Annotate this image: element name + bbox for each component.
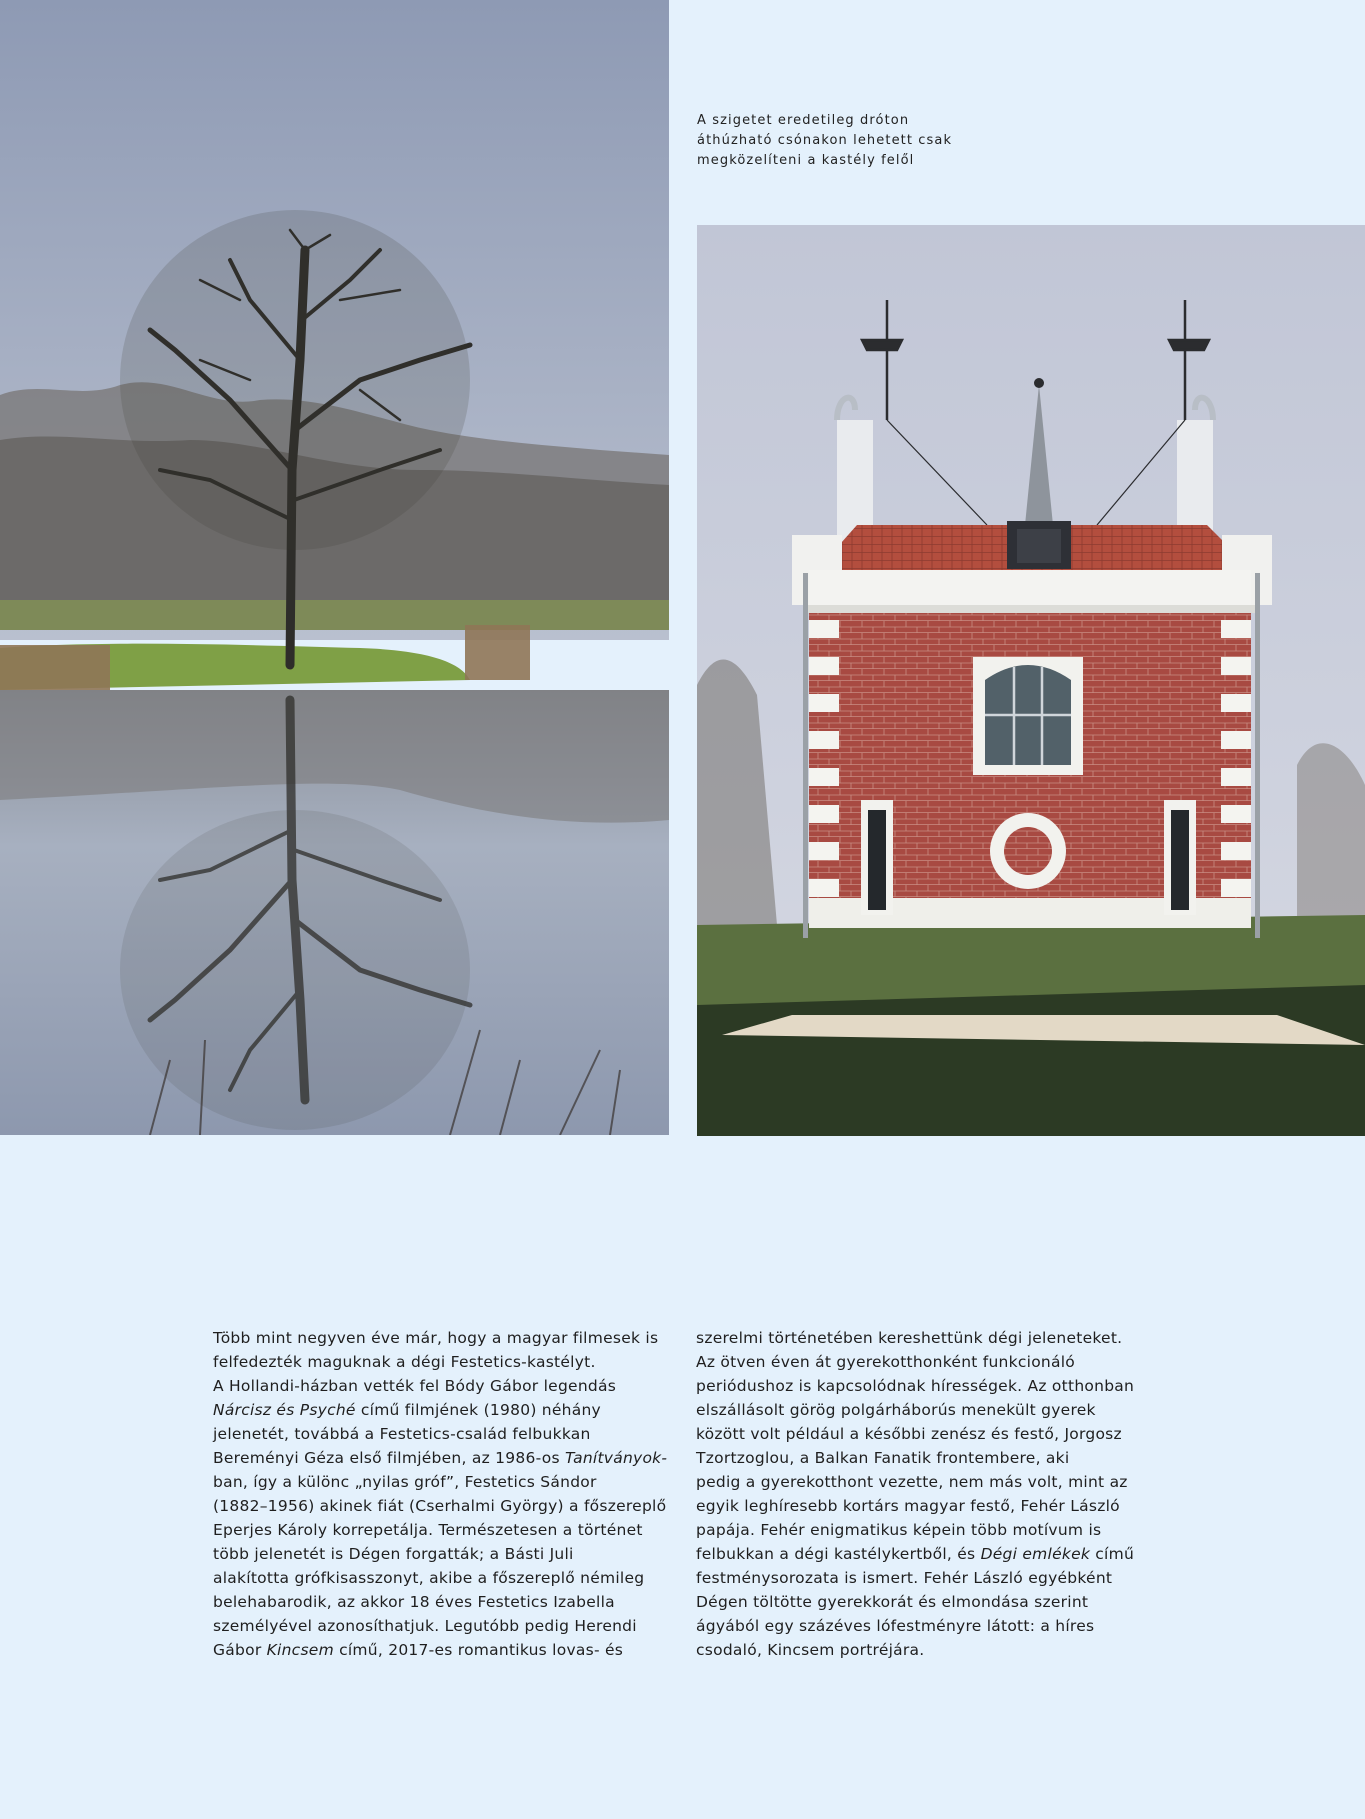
paragraph-line: alakította grófkisasszonyt, akibe a főszereplő némileg	[213, 1569, 645, 1587]
paragraph-line: belehabarodik, az akkor 18 éves Festetics Izabella	[213, 1593, 615, 1611]
paragraph-line: festménysorozata is ismert. Fehér László egyébként	[696, 1569, 1113, 1587]
film-title-italic: Tanítványok-	[564, 1449, 668, 1467]
paragraph-line: csodaló, Kincsem portréjára.	[696, 1641, 925, 1659]
paragraph-line: személyével azonosíthatjuk. Legutóbb pedig Herendi	[213, 1617, 637, 1635]
paragraph-line: elszállásolt görög polgárháborús menekült gyerek	[696, 1401, 1096, 1419]
paragraph-line: Az ötven éven át gyerekotthonként funkcionáló	[696, 1353, 1076, 1371]
lake-tree-reflection-photo	[0, 0, 669, 1135]
paragraph-line: papája. Fehér enigmatikus képein több motívum is	[696, 1521, 1102, 1539]
paragraph-line: egyik leghíresebb kortárs magyar festő, Fehér László	[696, 1497, 1120, 1515]
dutch-house-photo	[697, 225, 1365, 1136]
line-text: Gábor	[213, 1641, 267, 1659]
photo-caption	[697, 111, 997, 171]
film-title-italic: Nárcisz és Psyché	[213, 1401, 356, 1419]
paragraph-line: ágyából egy százéves lófestményre látott: a híres	[696, 1617, 1095, 1635]
film-title-italic: Kincsem	[266, 1641, 334, 1659]
line-text: Bereményi Géza első filmjében, az 1986-os	[213, 1449, 565, 1467]
line-text: című	[1090, 1545, 1135, 1563]
caption-line: megközelíteni a kastély felől	[697, 153, 915, 168]
paragraph-line: A Hollandi-házban vették fel Bódy Gábor legendás	[213, 1377, 617, 1395]
paragraph-line	[213, 1446, 683, 1470]
lake-photo-illustration	[0, 0, 669, 1135]
line-text: felbukkan a dégi kastélykertből, és	[696, 1545, 981, 1563]
paragraph-line: több jelenetét is Dégen forgatták; a Básti Juli	[213, 1545, 574, 1563]
paragraph-line: Eperjes Károly korrepetálja. Természetesen a történet	[213, 1521, 643, 1539]
paragraph-line: jelenetét, továbbá a Festetics-család felbukkan	[213, 1425, 591, 1443]
paragraph-line: Dégen töltötte gyerekkorát és elmondása szerint	[696, 1593, 1089, 1611]
paragraph-line: periódushoz is kapcsolódnak hírességek. Az otthonban	[696, 1377, 1135, 1395]
paragraph-line	[696, 1542, 1166, 1566]
caption-line: A szigetet eredetileg dróton	[697, 113, 910, 128]
paragraph-line: ban, így a különc „nyilas gróf”, Festetics Sándor	[213, 1473, 597, 1491]
article-column-right	[696, 1326, 1166, 1662]
caption-line: áthúzható csónakon lehetett csak	[697, 133, 953, 148]
line-text: című, 2017-es romantikus lovas- és	[333, 1641, 624, 1659]
paragraph-line	[213, 1398, 683, 1422]
paragraph-line	[213, 1638, 683, 1662]
paragraph-line: között volt például a későbbi zenész és festő, Jorgosz	[696, 1425, 1122, 1443]
paragraph-line: szerelmi történetében kereshettünk dégi jeleneteket.	[696, 1329, 1123, 1347]
paragraph-line: (1882–1956) akinek fiát (Cserhalmi György) a főszereplő	[213, 1497, 667, 1515]
line-text: című filmjének (1980) néhány	[355, 1401, 601, 1419]
paragraph-line: felfedezték maguknak a dégi Festetics-kastélyt.	[213, 1353, 596, 1371]
paragraph-line: pedig a gyerekotthont vezette, nem más volt, mint az	[696, 1473, 1128, 1491]
paragraph-line: Tzortzoglou, a Balkan Fanatik frontembere, aki	[696, 1449, 1070, 1467]
artwork-title-italic: Dégi emlékek	[980, 1545, 1091, 1563]
article-column-left	[213, 1326, 683, 1662]
house-photo-illustration	[697, 225, 1365, 1136]
paragraph-line: Több mint negyven éve már, hogy a magyar filmesek is	[213, 1329, 659, 1347]
